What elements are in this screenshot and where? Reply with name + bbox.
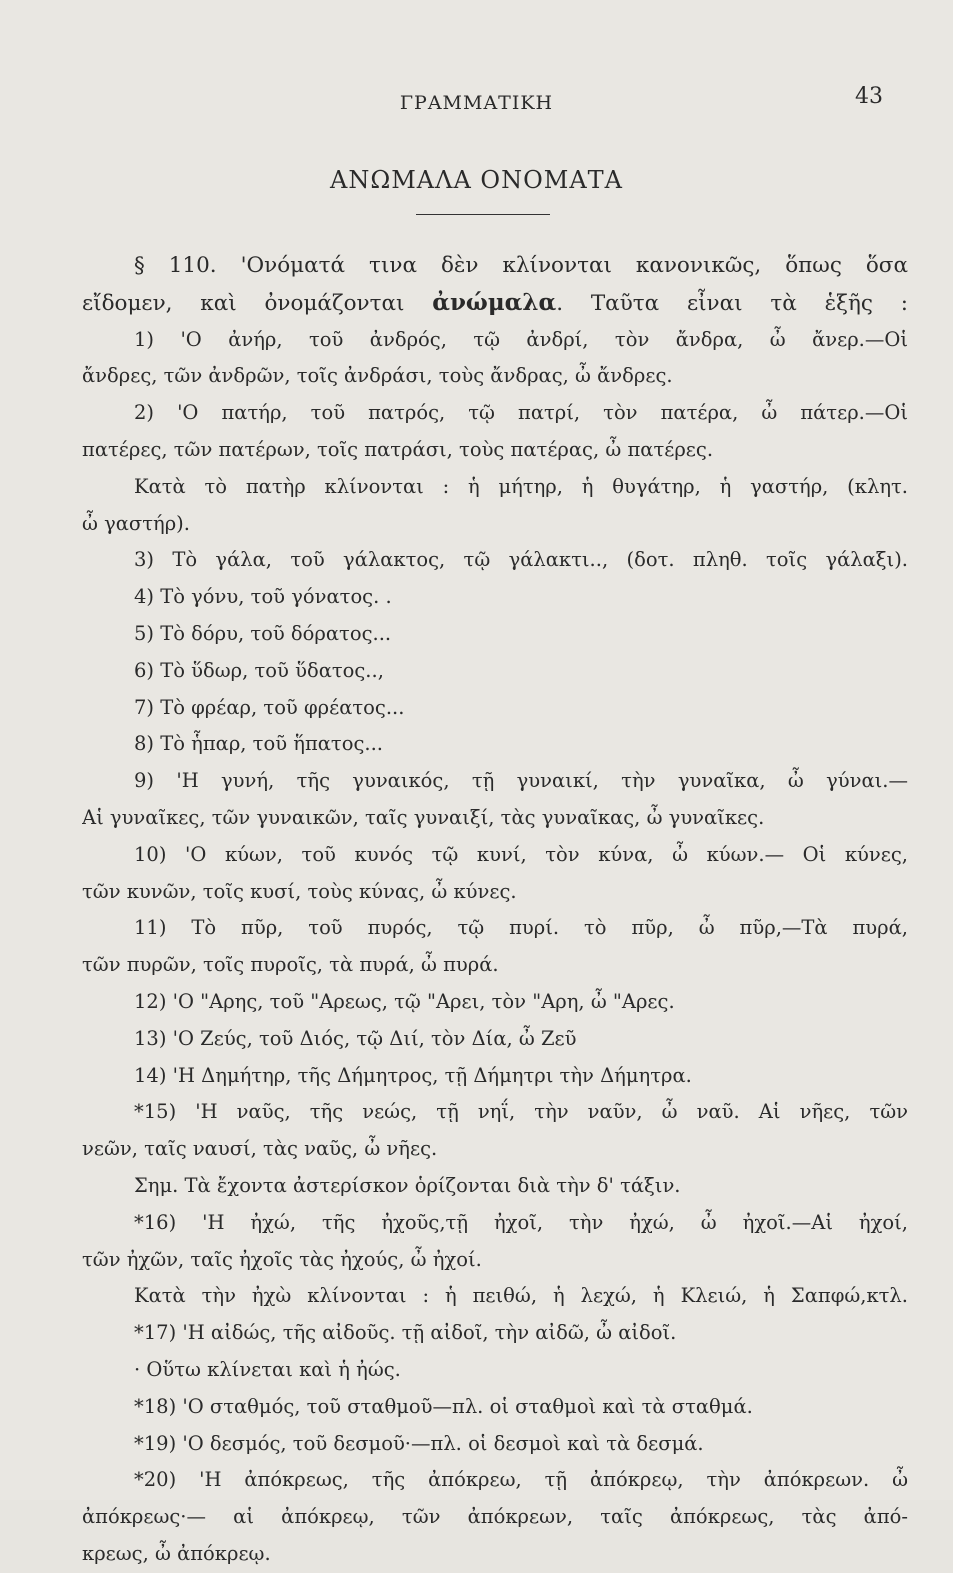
text-line: Κατὰ τὸ πατὴρ κλίνονται : ἡ μήτηρ, ἡ θυγάτηρ, ἡ γαστήρ, (κλητ. — [134, 474, 908, 498]
title-rule — [416, 214, 550, 215]
text-line: 3) Τὸ γάλα, τοῦ γάλακτος, τῷ γάλακτι.., (δοτ. πληθ. τοῖς γάλαξι). — [134, 548, 908, 572]
page-body — [82, 248, 908, 1573]
text-line: 9) 'Η γυνή, τῆς γυναικός, τῇ γυναικί, τὴν γυναῖκα, ὦ γύναι.— — [134, 769, 908, 793]
text-line: 5) Τὸ δόρυ, τοῦ δόρατος... — [134, 621, 392, 645]
text-line: 14) 'Η Δημήτηρ, τῆς Δήμητρος, τῇ Δήμητρι τὴν Δήμητρα. — [134, 1063, 692, 1087]
text-line: ἄνδρες, τῶν ἀνδρῶν, τοῖς ἀνδράσι, τοὺς ἄνδρας, ὦ ἄνδρες. — [82, 364, 673, 388]
text-line: Κατὰ τὴν ἠχὼ κλίνονται : ἡ πειθώ, ἡ λεχώ, ἡ Κλειώ, ἡ Σαπφώ,κτλ. — [134, 1284, 908, 1308]
page-number: 43 — [855, 84, 883, 109]
text-line: ἀπόκρεως·— αἱ ἀπόκρεῳ, τῶν ἀπόκρεων, ταῖς ἀπόκρεως, τὰς ἀπό- — [82, 1505, 908, 1529]
text-line: Σημ. Τὰ ἔχοντα ἀστερίσκον ὁρίζονται διὰ τὴν δ' τάξιν. — [134, 1173, 681, 1197]
text-line: 1) 'Ο ἀνήρ, τοῦ ἀνδρός, τῷ ἀνδρί, τὸν ἄνδρα, ὦ ἄνερ.—Οἱ — [134, 327, 908, 351]
text-line: τῶν κυνῶν, τοῖς κυσί, τοὺς κύνας, ὦ κύνες. — [82, 879, 517, 903]
text-line: τῶν ἠχῶν, ταῖς ἠχοῖς τὰς ἠχούς, ὦ ἠχοί. — [82, 1247, 482, 1271]
text-line: *19) 'Ο δεσμός, τοῦ δεσμοῦ·—πλ. οἱ δεσμοὶ καὶ τὰ δεσμά. — [134, 1431, 704, 1455]
text-line: ὦ γαστήρ). — [82, 511, 190, 535]
text-line: · Οὕτω κλίνεται καὶ ἡ ἠώς. — [134, 1357, 401, 1381]
text-line: 2) 'Ο πατήρ, τοῦ πατρός, τῷ πατρί, τὸν πατέρα, ὦ πάτερ.—Οἱ — [134, 401, 908, 425]
section-title: ΑΝΩΜΑΛΑ ΟΝΟΜΑΤΑ — [329, 166, 624, 194]
text-line: τῶν πυρῶν, τοῖς πυροῖς, τὰ πυρά, ὦ πυρά. — [82, 953, 499, 977]
text-line: κρεως, ὦ ἀπόκρεῳ. — [82, 1541, 271, 1565]
text-line: *20) 'Η ἀπόκρεως, τῆς ἀπόκρεω, τῇ ἀπόκρεῳ, τὴν ἀπόκρεων. ὦ — [134, 1468, 908, 1492]
text-line: *15) 'Η ναῦς, τῆς νεώς, τῇ νηΐ, τὴν ναῦν, ὦ ναῦ. Αἱ νῆες, τῶν — [134, 1100, 908, 1124]
paragraph-line — [82, 285, 908, 322]
text-line: *17) 'Η αἰδώς, τῆς αἰδοῦς. τῇ αἰδοῖ, τὴν αἰδῶ, ὦ αἰδοῖ. — [134, 1321, 677, 1345]
text-line: 7) Τὸ φρέαρ, τοῦ φρέατος... — [134, 695, 405, 719]
text-line: 6) Τὸ ὕδωρ, τοῦ ὕδατος.., — [134, 658, 384, 682]
text-line: *18) 'Ο σταθμός, τοῦ σταθμοῦ—πλ. οἱ σταθμοὶ καὶ τὰ σταθμά. — [134, 1394, 753, 1418]
text-line: 10) 'Ο κύων, τοῦ κυνός τῷ κυνί, τὸν κύνα, ὦ κύων.— Οἱ κύνες, — [134, 842, 908, 866]
paragraph-line: § 110. 'Ονόματά τινα δὲν κλίνονται κανονικῶς, ὅπως ὅσα — [134, 253, 908, 278]
text-line: 8) Τὸ ἧπαρ, τοῦ ἥπατος... — [134, 732, 383, 756]
text-line: *16) 'Η ἠχώ, τῆς ἠχοῦς,τῇ ἠχοῖ, τὴν ἠχώ, ὦ ἠχοῖ.—Αἱ ἠχοί, — [134, 1210, 908, 1234]
paragraph-text: . Ταῦτα εἶναι τὰ ἑξῆς : — [556, 290, 908, 316]
text-line: 11) Τὸ πῦρ, τοῦ πυρός, τῷ πυρί. τὸ πῦρ, ὦ πῦρ,—Τὰ πυρά, — [134, 916, 908, 940]
text-line: Αἱ γυναῖκες, τῶν γυναικῶν, ταῖς γυναιξί, τὰς γυναῖκας, ὦ γυναῖκες. — [82, 805, 765, 829]
text-line: 13) 'Ο Ζεύς, τοῦ Διός, τῷ Διί, τὸν Δία, ὦ Ζεῦ — [134, 1026, 577, 1050]
text-line: 12) 'Ο "Αρης, τοῦ "Αρεως, τῷ "Αρει, τὸν "Αρη, ὦ "Αρες. — [134, 989, 675, 1013]
bold-term: ἀνώμαλα — [432, 288, 557, 316]
paragraph-text: εἴδομεν, καὶ ὀνομάζονται — [82, 290, 433, 316]
running-head: ΓΡΑΜΜΑΤΙΚΗ — [399, 92, 554, 114]
text-line: νεῶν, ταῖς ναυσί, τὰς ναῦς, ὦ νῆες. — [82, 1137, 438, 1161]
text-line: πατέρες, τῶν πατέρων, τοῖς πατράσι, τοὺς πατέρας, ὦ πατέρες. — [82, 437, 714, 461]
text-line: 4) Τὸ γόνυ, τοῦ γόνατος. . — [134, 585, 392, 609]
